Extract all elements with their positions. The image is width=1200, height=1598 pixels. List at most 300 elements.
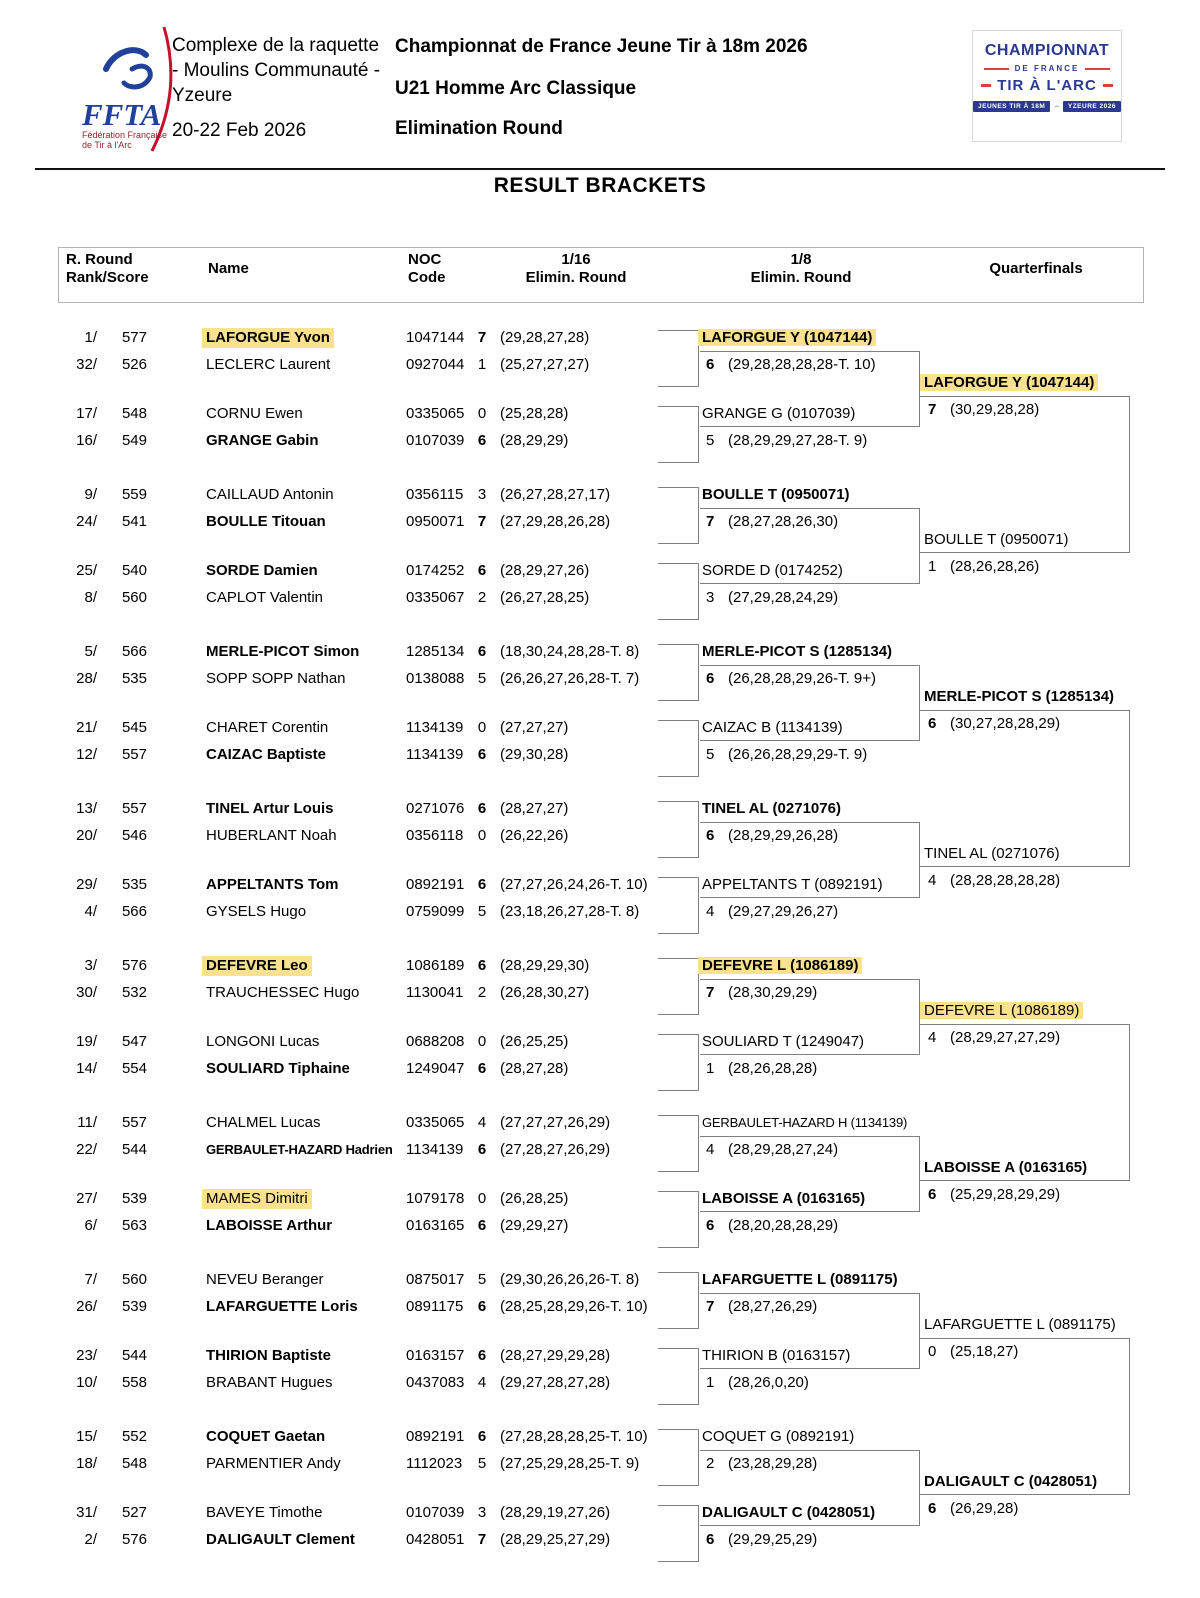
ranking-round-score-cell: 566 [121,903,147,920]
arrow-scores-cell: (27,25,29,28,25-T. 9) [500,1455,640,1472]
ranking-round-score-cell: 544 [121,1141,147,1158]
rank-cell: 27/ [76,1190,97,1207]
event-title: Championnat de France Jeune Tir à 18m 2026 [395,36,808,57]
col-code: Code [408,269,446,286]
r16-entry-name [702,1346,850,1366]
qf-entry-name [924,530,1069,550]
r16-match-score: 1 [706,1060,715,1077]
noc-code-cell: 0163157 [406,1347,465,1364]
pair-connector-line [658,563,699,620]
r16-entry-name [702,485,850,505]
r16-entry-score [706,431,867,451]
pair-connector-line [658,720,699,777]
r16-match-score: 6 [706,356,715,373]
ranking-round-score-cell: 545 [121,719,147,736]
r16-entry-name [702,956,862,976]
match-score-cell: 6 [477,1347,487,1364]
bracket-row [0,1346,660,1366]
r16-winner-name: BOULLE T (0950071) [702,486,850,503]
bracket-row [0,669,660,689]
bracket-row [0,718,660,738]
ranking-round-score-cell: 557 [121,1114,147,1131]
bracket-row [0,956,660,976]
bracket-row [0,826,660,846]
qf-arrow-scores: (28,26,28,26) [950,558,1040,575]
ranking-round-score-cell: 539 [121,1190,147,1207]
championship-logo-defrance: DE FRANCE [1014,64,1080,73]
qf-entry-name [924,844,1060,864]
rank-cell: 4/ [84,903,97,920]
r16-arrow-scores: (28,29,29,27,28-T. 9) [728,432,868,449]
r16-match-score: 1 [706,1374,715,1391]
rank-cell: 26/ [76,1298,97,1315]
r16-entry-name [702,1189,865,1209]
red-line-icon [984,68,1009,70]
ranking-round-score-cell: 535 [121,670,147,687]
qf-entry-score [928,1342,1018,1362]
ranking-round-score-cell: 547 [121,1033,147,1050]
match-score-cell: 2 [477,984,487,1001]
r16-winner-name: GRANGE G (0107039) [702,405,856,422]
match-score-cell: 2 [477,589,487,606]
bracket-row [0,1189,660,1209]
arrow-scores-cell: (28,29,29) [500,432,569,449]
results-table-header [58,247,1144,303]
r16-entry-name [702,1032,864,1052]
ranking-round-score-cell: 544 [121,1347,147,1364]
r16-entry-name [702,799,841,819]
r16-match-score: 3 [706,589,715,606]
arrow-scores-cell: (28,25,28,29,26-T. 10) [500,1298,648,1315]
arrow-scores-cell: (27,29,28,26,28) [500,513,611,530]
badge-yzeure: YZEURE 2026 [1063,101,1121,112]
noc-code-cell: 0950071 [406,513,465,530]
noc-code-cell: 1134139 [406,719,464,736]
pair-connector-line [658,958,699,1015]
r16-entry-score [706,826,838,846]
rank-cell: 14/ [76,1060,97,1077]
noc-code-cell: 0688208 [406,1033,465,1050]
bracket-row [0,355,660,375]
noc-code-cell: 1079178 [406,1190,465,1207]
match-score-cell: 7 [477,513,487,530]
noc-code-cell: 0335065 [406,1114,465,1131]
bracket-row [0,1427,660,1447]
competitor-name-cell: LAFORGUE Yvon [202,328,334,348]
noc-code-cell: 1134139 [406,746,464,763]
r16-match-score: 6 [706,670,715,687]
noc-code-cell: 0107039 [406,432,465,449]
r16-winner-name: DEFEVRE L (1086189) [698,957,862,974]
r16-entry-name [702,718,843,738]
arrow-scores-cell: (25,27,27,27) [500,356,590,373]
competitor-name-cell: BRABANT Hugues [206,1374,333,1391]
qf-winner-name: MERLE-PICOT S (1285134) [924,688,1115,705]
r16-winner-name: SORDE D (0174252) [702,562,843,579]
qf-match-score: 0 [928,1343,937,1360]
event-round: Elimination Round [395,118,563,139]
ranking-round-score-cell: 559 [121,486,147,503]
ffta-acronym: FFTA [82,97,162,132]
archer-swoosh2-icon [124,66,150,87]
noc-code-cell: 0271076 [406,800,465,817]
match-score-cell: 6 [477,643,487,660]
r16-arrow-scores: (26,28,28,29,26-T. 9+) [728,670,877,687]
qf-entry-score [928,1499,1018,1519]
arrow-scores-cell: (29,27,28,27,28) [500,1374,611,1391]
pair-connector-line [658,801,699,858]
r16-winner-name: CAIZAC B (1134139) [702,719,843,736]
col-18-round: Elimin. Round [750,269,852,286]
qf-match-score: 7 [928,401,937,418]
r16-entry-name [702,1427,854,1447]
match-score-cell: 3 [477,486,487,503]
match-score-cell: 6 [477,1428,487,1445]
bracket-row [0,1140,660,1160]
r16-match-score: 4 [706,1141,715,1158]
pair-connector-line [658,487,699,544]
pair-connector-line [658,877,699,934]
match-score-cell: 3 [477,1504,487,1521]
competitor-name-cell: SOULIARD Tiphaine [206,1060,350,1077]
qf-winner-name: TINEL AL (0271076) [924,845,1060,862]
noc-code-cell: 1112023 [406,1455,463,1472]
noc-code-cell: 0927044 [406,356,465,373]
badge-jeunes: JEUNES TIR À 18M [973,101,1050,112]
match-score-cell: 6 [477,1060,487,1077]
ffta-subtitle1: Fédération Française [82,130,168,140]
r16-winner-name: LAFARGUETTE L (0891175) [702,1271,898,1288]
qf-winner-name: DEFEVRE L (1086189) [920,1002,1083,1019]
rank-cell: 28/ [76,670,97,687]
competitor-name-cell: GERBAULET-HAZARD Hadrien [206,1142,393,1157]
championship-logo-line1: CHAMPIONNAT [984,42,1110,59]
arrow-scores-cell: (26,28,25) [500,1190,569,1207]
ranking-round-score-cell: 527 [121,1504,147,1521]
pair-connector-line [658,1272,699,1329]
r16-match-score: 7 [706,513,715,530]
competitor-name-cell: LAFARGUETTE Loris [206,1298,358,1315]
match-score-cell: 6 [477,562,487,579]
arrow-scores-cell: (29,30,26,26,26-T. 8) [500,1271,640,1288]
ffta-logo [80,25,175,153]
match-score-cell: 0 [477,719,487,736]
r16-entry-score [706,1216,838,1236]
qf-entry-score [928,400,1039,420]
noc-code-cell: 0437083 [406,1374,465,1391]
ranking-round-score-cell: 552 [121,1428,147,1445]
match-score-cell: 6 [477,1141,487,1158]
bracket-row [0,588,660,608]
r16-arrow-scores: (28,26,28,28) [728,1060,818,1077]
noc-code-cell: 1249047 [406,1060,465,1077]
noc-code-cell: 1134139 [406,1141,464,1158]
bracket-row [0,1454,660,1474]
bracket-row [0,902,660,922]
competitor-name-cell: GRANGE Gabin [206,432,319,449]
rank-cell: 16/ [76,432,97,449]
col-116-round: Elimin. Round [525,269,627,286]
ranking-round-score-cell: 540 [121,562,147,579]
match-score-cell: 6 [477,432,487,449]
qf-winner-name: LABOISSE A (0163165) [924,1159,1088,1176]
ranking-round-score-cell: 535 [121,876,147,893]
ranking-round-score-cell: 557 [121,800,147,817]
qf-entry-score [928,1028,1060,1048]
bracket-row [0,1373,660,1393]
rank-cell: 11/ [77,1114,97,1131]
r16-arrow-scores: (28,30,29,29) [728,984,818,1001]
ranking-round-score-cell: 526 [121,356,147,373]
match-score-cell: 6 [477,800,487,817]
rank-cell: 21/ [76,719,97,736]
noc-code-cell: 1086189 [406,957,465,974]
competitor-name-cell: HUBERLANT Noah [206,827,337,844]
ranking-round-score-cell: 577 [121,329,147,346]
competitor-name-cell: PARMENTIER Andy [206,1455,341,1472]
bracket-row [0,1032,660,1052]
arrow-scores-cell: (27,27,27) [500,719,569,736]
rank-cell: 9/ [84,486,97,503]
arrow-scores-cell: (29,29,27) [500,1217,569,1234]
bracket-row [0,485,660,505]
arrow-scores-cell: (28,27,28) [500,1060,569,1077]
bracket-row [0,983,660,1003]
noc-code-cell: 0891175 [406,1298,464,1315]
ranking-round-score-cell: 546 [121,827,147,844]
r16-arrow-scores: (28,20,28,28,29) [728,1217,839,1234]
r16-entry-score [706,1297,817,1317]
qf-match-score: 6 [928,1186,937,1203]
r16-match-score: 4 [706,903,715,920]
match-score-cell: 0 [477,827,487,844]
r16-entry-score [706,745,867,765]
r16-winner-name: MERLE-PICOT S (1285134) [702,643,893,660]
r16-winner-name: LABOISSE A (0163165) [702,1190,866,1207]
competitor-name-cell: LECLERC Laurent [206,356,331,373]
match-score-cell: 0 [477,1033,487,1050]
qf-winner-name: LAFARGUETTE L (0891175) [924,1316,1116,1333]
r16-match-score: 6 [706,827,715,844]
qf-arrow-scores: (28,29,27,27,29) [950,1029,1061,1046]
match-score-cell: 5 [477,1271,487,1288]
ffta-logo-graphic [80,25,175,153]
r16-entry-name [702,1113,907,1133]
competitor-name-cell: DALIGAULT Clement [206,1531,355,1548]
arrow-scores-cell: (27,27,27,26,29) [500,1114,611,1131]
rank-cell: 19/ [76,1033,97,1050]
championship-logo-badges [973,101,1121,112]
bracket-row [0,1297,660,1317]
col-116: 1/16 [561,251,591,268]
arrow-scores-cell: (26,25,25) [500,1033,569,1050]
qf-entry-name [924,373,1098,393]
competitor-name-cell: LONGONI Lucas [206,1033,320,1050]
match-score-cell: 6 [477,876,487,893]
match-score-cell: 4 [477,1114,487,1131]
arrow-scores-cell: (28,29,19,27,26) [500,1504,611,1521]
qf-winner-name: DALIGAULT C (0428051) [924,1473,1098,1490]
r16-entry-score [706,1059,817,1079]
r16-arrow-scores: (28,27,26,29) [728,1298,818,1315]
rank-cell: 6/ [84,1217,97,1234]
r16-winner-name: DALIGAULT C (0428051) [702,1504,876,1521]
noc-code-cell: 0875017 [406,1271,465,1288]
r16-match-score: 5 [706,432,715,449]
qf-match-score: 4 [928,1029,937,1046]
r16-match-score: 7 [706,984,715,1001]
r16-winner-name: COQUET G (0892191) [702,1428,855,1445]
rank-cell: 15/ [76,1428,97,1445]
r16-arrow-scores: (29,27,29,26,27) [728,903,839,920]
bracket-row [0,745,660,765]
r16-arrow-scores: (29,29,25,29) [728,1531,818,1548]
competitor-name-cell: SORDE Damien [206,562,318,579]
competitor-name-cell: SOPP SOPP Nathan [206,670,346,687]
qf-entry-name [924,1001,1083,1021]
r16-entry-name [702,1270,898,1290]
r16-entry-score [706,512,838,532]
qf-arrow-scores: (25,29,28,29,29) [950,1186,1061,1203]
qf-match-score: 4 [928,872,937,889]
red-line-icon [1085,68,1110,70]
arrow-scores-cell: (23,18,26,27,28-T. 8) [500,903,640,920]
championship-logo-tiralarc: TIR À L'ARC [997,77,1097,94]
competitor-name-cell: LABOISSE Arthur [206,1217,333,1234]
r16-match-score: 7 [706,1298,715,1315]
bracket-row [0,1059,660,1079]
noc-code-cell: 0892191 [406,1428,465,1445]
arrow-scores-cell: (25,28,28) [500,405,569,422]
rank-cell: 12/ [76,746,97,763]
qf-entry-score [928,1185,1060,1205]
r16-winner-name: THIRION B (0163157) [702,1347,851,1364]
ranking-round-score-cell: 560 [121,589,147,606]
rank-cell: 8/ [84,589,97,606]
noc-code-cell: 1130041 [406,984,464,1001]
rank-cell: 5/ [84,643,97,660]
competitor-name-cell: TRAUCHESSEC Hugo [206,984,360,1001]
r16-entry-score [706,1140,838,1160]
bracket-row [0,561,660,581]
arrow-scores-cell: (26,26,27,26,28-T. 7) [500,670,640,687]
arrow-scores-cell: (26,28,30,27) [500,984,590,1001]
r16-match-score: 6 [706,1531,715,1548]
ranking-round-score-cell: 539 [121,1298,147,1315]
page-title: RESULT BRACKETS [493,174,707,197]
rank-cell: 13/ [76,800,97,817]
qf-arrow-scores: (30,29,28,28) [950,401,1040,418]
rank-cell: 7/ [84,1271,97,1288]
ffta-subtitle2: de Tir à l'Arc [82,140,132,150]
ranking-round-score-cell: 549 [121,432,147,449]
rank-cell: 32/ [76,356,97,373]
r16-entry-score [706,1373,809,1393]
noc-code-cell: 1047144 [406,329,465,346]
ranking-round-score-cell: 548 [121,405,147,422]
noc-code-cell: 0356115 [406,486,464,503]
bracket-row [0,1530,660,1550]
bracket-row [0,404,660,424]
competitor-name-cell: APPELTANTS Tom [206,876,339,893]
ranking-round-score-cell: 532 [121,984,147,1001]
red-dash-icon [981,84,991,87]
r16-entry-score [706,1454,817,1474]
noc-code-cell: 0428051 [406,1531,465,1548]
r16-arrow-scores: (28,26,0,20) [728,1374,809,1391]
ranking-round-score-cell: 557 [121,746,147,763]
rank-cell: 2/ [84,1531,97,1548]
r16-winner-name: TINEL AL (0271076) [702,800,841,817]
r16-arrow-scores: (27,29,28,24,29) [728,589,839,606]
arrow-scores-cell: (29,28,27,28) [500,329,590,346]
noc-code-cell: 0892191 [406,876,465,893]
r16-match-score: 2 [706,1455,715,1472]
ranking-round-score-cell: 558 [121,1374,147,1391]
match-score-cell: 1 [477,356,487,373]
competitor-name-cell: COQUET Gaetan [206,1428,326,1445]
header-divider [35,168,1165,170]
competitor-name-cell: GYSELS Hugo [206,903,307,920]
competitor-name-cell: MAMES Dimitri [202,1189,312,1209]
pair-connector-line [658,1429,699,1486]
noc-code-cell: 0335067 [406,589,465,606]
r16-entry-name [702,1503,875,1523]
col-rankscore: Rank/Score [66,269,149,286]
competitor-name-cell: CHARET Corentin [206,719,329,736]
arrow-scores-cell: (28,29,27,26) [500,562,590,579]
bracket-row [0,512,660,532]
r16-entry-name [702,328,876,348]
r16-entry-name [702,875,883,895]
arrow-scores-cell: (28,27,27) [500,800,569,817]
bracket-row [0,1270,660,1290]
noc-code-cell: 0163165 [406,1217,465,1234]
competitor-name-cell: TINEL Artur Louis [206,800,334,817]
arrow-scores-cell: (27,28,27,26,29) [500,1141,611,1158]
qf-winner-name: BOULLE T (0950071) [924,531,1069,548]
competitor-name-cell: NEVEU Beranger [206,1271,324,1288]
event-category: U21 Homme Arc Classique [395,78,637,99]
qf-entry-name [924,1158,1087,1178]
r16-entry-name [702,561,843,581]
r16-arrow-scores: (29,28,28,28,28-T. 10) [728,356,876,373]
competitor-name-cell: CORNU Ewen [206,405,303,422]
rank-cell: 31/ [76,1504,97,1521]
red-dash-icon [1103,84,1113,87]
match-score-cell: 0 [477,405,487,422]
rank-cell: 29/ [76,876,97,893]
ranking-round-score-cell: 563 [121,1217,147,1234]
qf-winner-name: LAFORGUE Y (1047144) [920,374,1098,391]
bracket-row [0,1503,660,1523]
arrow-scores-cell: (26,27,28,27,17) [500,486,611,503]
bracket-row [0,1113,660,1133]
match-score-cell: 6 [477,1217,487,1234]
venue-line3: Yzeure [172,85,233,106]
arrow-scores-cell: (28,29,29,30) [500,957,590,974]
qf-arrow-scores: (26,29,28) [950,1500,1019,1517]
ranking-round-score-cell: 566 [121,643,147,660]
r16-winner-name: LAFORGUE Y (1047144) [698,329,876,346]
r16-match-score: 6 [706,1217,715,1234]
arrow-scores-cell: (27,28,28,28,25-T. 10) [500,1428,648,1445]
venue-line1: Complexe de la raquette [172,35,380,56]
qf-entry-score [928,557,1039,577]
r16-arrow-scores: (28,29,29,26,28) [728,827,839,844]
ranking-round-score-cell: 548 [121,1455,147,1472]
r16-entry-score [706,355,876,375]
